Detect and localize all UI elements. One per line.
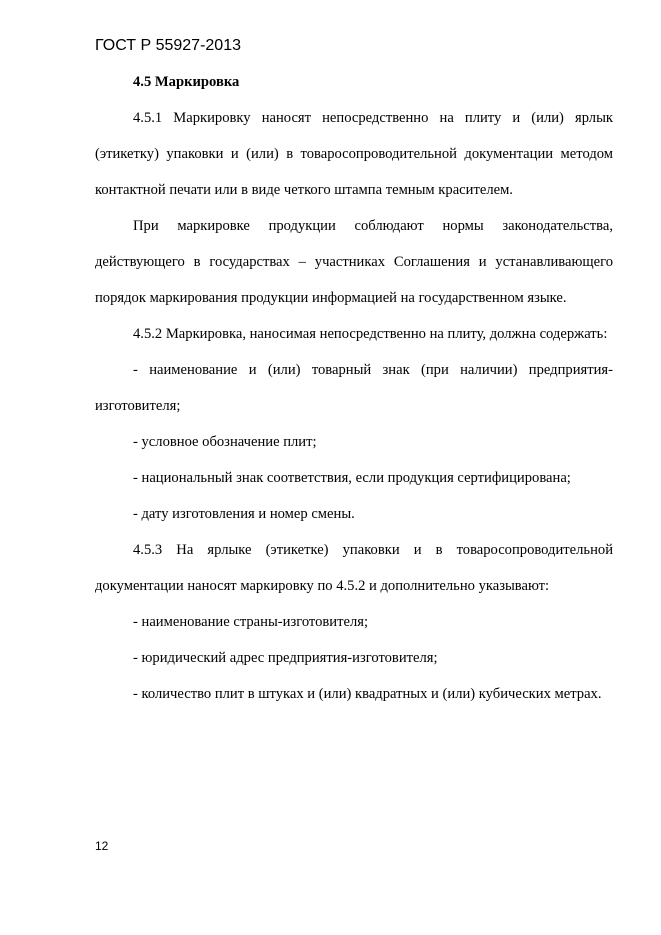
paragraph-4-5-1: 4.5.1 Маркировку наносят непосредственно на плиту и (или) ярлык (этикетку) упаковки и (или) в товаросопроводительной документации методом контактной печати или в виде четкого штампа темным красителем. bbox=[95, 110, 613, 198]
section-title: 4.5 Маркировка bbox=[133, 74, 240, 90]
paragraph-4-5-2: 4.5.2 Маркировка, наносимая непосредственно на плиту, должна содержать: bbox=[133, 326, 608, 342]
list-item-manufacture-date: - дату изготовления и номер смены. bbox=[133, 506, 355, 522]
list-item-conformity-mark: - национальный знак соответствия, если продукция сертифицирована; bbox=[133, 470, 571, 486]
paragraph-legislation: При маркировке продукции соблюдают нормы законодательства, действующего в государствах – участниках Соглашения и устанавливающего порядок маркирования продукции информацией на государственном языке. bbox=[95, 218, 613, 306]
list-item-legal-address: - юридический адрес предприятия-изготовителя; bbox=[133, 650, 438, 666]
list-item-manufacturer-name: - наименование и (или) товарный знак (при наличии) предприятия-изготовителя; bbox=[95, 362, 613, 414]
page-number: 12 bbox=[95, 839, 109, 853]
list-item-quantity: - количество плит в штуках и (или) квадратных и (или) кубических метрах. bbox=[133, 686, 602, 702]
paragraph-4-5-3: 4.5.3 На ярлыке (этикетке) упаковки и в товаросопроводительной документации наносят маркировку по 4.5.2 и дополнительно указывают: bbox=[95, 542, 613, 594]
document-code-header: ГОСТ Р 55927-2013 bbox=[95, 37, 241, 54]
list-item-designation: - условное обозначение плит; bbox=[133, 434, 317, 450]
document-body bbox=[95, 64, 613, 712]
list-item-country: - наименование страны-изготовителя; bbox=[133, 614, 369, 630]
